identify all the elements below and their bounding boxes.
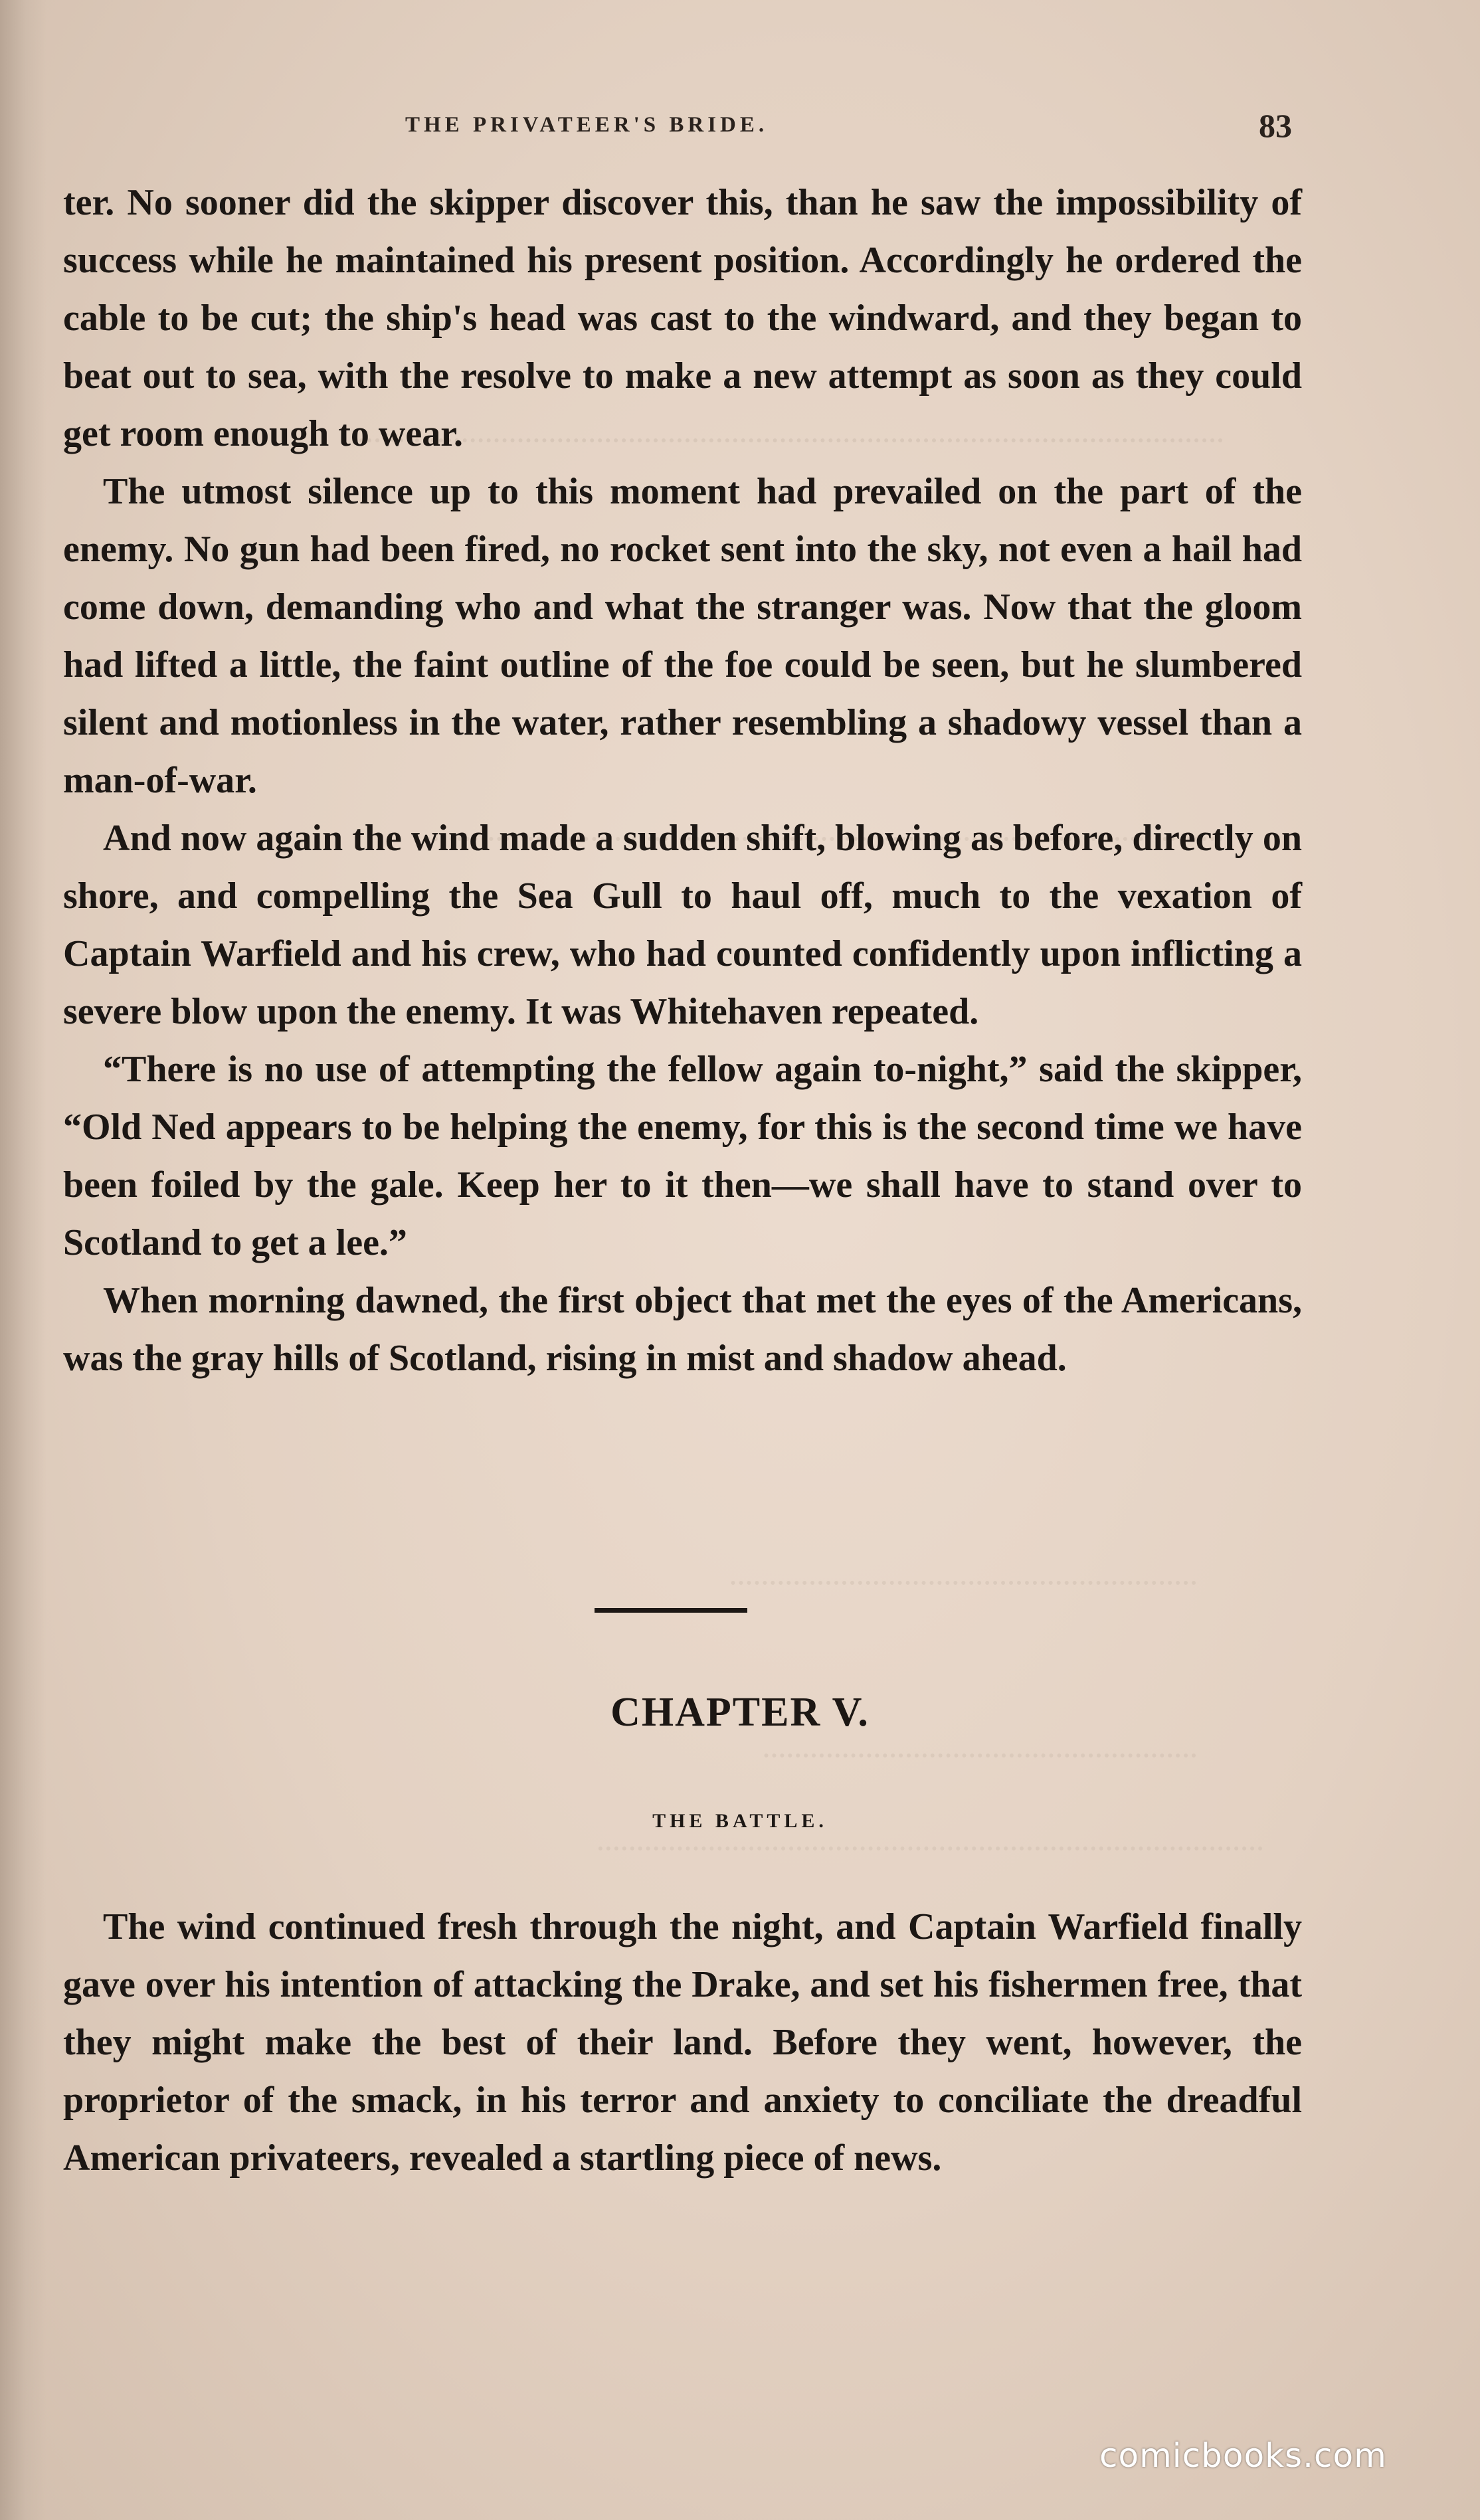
paragraph: And now again the wind made a sudden shift, blowing as before, directly on shore, and compelling the Sea Gull to haul off, much to the vexation of Captain Warfield and his crew, who had counted confidently upon inflicting a severe blow upon the enemy. It was Whitehaven repeated. <box>63 818 1302 1032</box>
paragraph: “There is no use of attempting the fellow again to-night,” said the skipper, “Old Ned appears to be helping the enemy, for this is the second time we have been foiled by the gale. Keep her to it then—we shall have to stand over to Scotland to get a lee.” <box>63 1049 1302 1263</box>
chapter-subheading: THE BATTLE. <box>652 1810 828 1832</box>
site-watermark: comicbooks.com <box>1099 2436 1387 2475</box>
show-through-texture <box>598 1846 1262 1870</box>
chapter-heading: CHAPTER V. <box>610 1690 870 1735</box>
paragraph: The wind continued fresh through the night, and Captain Warfield finally gave over his intention of attacking the Drake, and set his fishermen free, that they might make the best of their land. Before they went, however, the proprietor of the smack, in his terror and anxiety to conciliate the dreadful American privateers, revealed a startling piece of news. <box>63 1906 1302 2179</box>
paragraph: When morning dawned, the first object that met the eyes of the Americans, was the gray hills of Scotland, rising in mist and shadow ahead. <box>63 1280 1302 1379</box>
show-through-texture <box>731 1581 1196 1605</box>
page-gutter-shadow <box>0 0 46 2520</box>
paragraph: The utmost silence up to this moment had prevailed on the part of the enemy. No gun had been fired, no rocket sent into the sky, not even a hail had come down, demanding who and what the stranger was. Now that the gloom had lifted a little, the faint outline of the foe could be seen, but he slumbered silent and motionless in the water, rather resembling a shadowy vessel than a man-of-war. <box>63 471 1302 801</box>
section-divider-rule <box>595 1608 747 1613</box>
text-block-before-chapter <box>63 174 1302 1388</box>
text-block-after-chapter <box>63 1898 1302 2187</box>
running-header: THE PRIVATEER'S BRIDE. <box>405 113 769 137</box>
page-number: 83 <box>1259 107 1292 144</box>
paragraph: ter. No sooner did the skipper discover this, than he saw the impossibility of success while he maintained his present position. Accordingly he ordered the cable to be cut; the ship's head was cast to the windward, and they began to beat out to sea, with the resolve to make a new attempt as soon as they could get room enough to wear. <box>63 182 1302 454</box>
show-through-texture <box>764 1754 1196 1777</box>
